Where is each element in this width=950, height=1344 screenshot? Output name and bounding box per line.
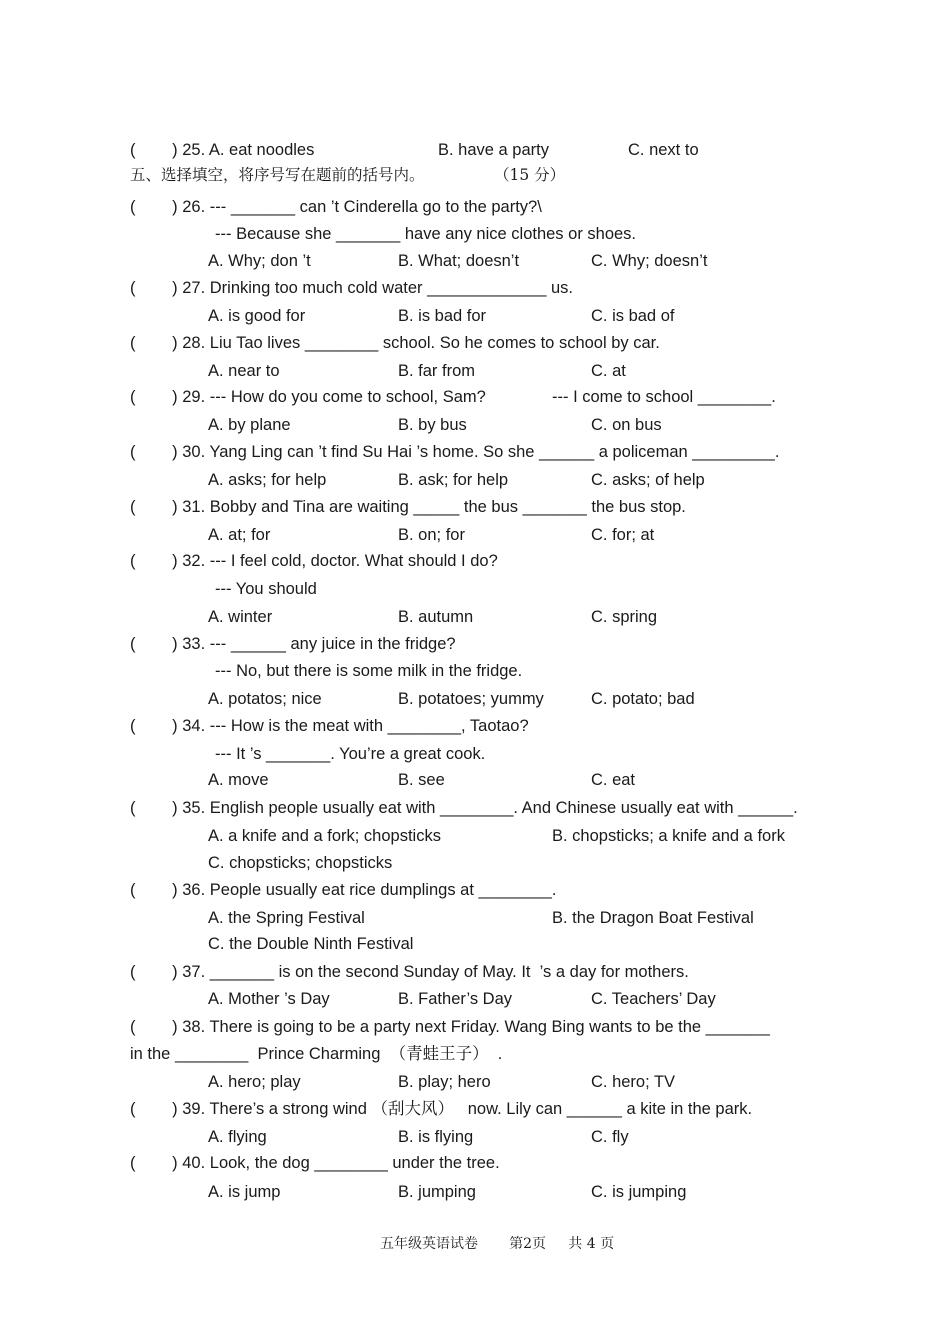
q38-option-c: C. hero; TV <box>591 1073 676 1091</box>
q40-option-b: B. jumping <box>398 1183 476 1201</box>
q26-option-a: A. Why; don ’t <box>208 252 311 270</box>
q31-stem: ( ) 31. Bobby and Tina are waiting _____ the bus _______ the bus stop. <box>130 498 686 516</box>
q29-option-a: A. by plane <box>208 416 291 434</box>
q35-stem: ( ) 35. English people usually eat with ________. And Chinese usually eat with ______. <box>130 799 798 817</box>
q39-stem: ( ) 39. There’s a strong wind （刮大风） now. Lily can ______ a kite in the park. <box>130 1100 753 1118</box>
q30-option-a: A. asks; for help <box>208 471 327 489</box>
q25-option-c: C. next to <box>628 141 699 159</box>
q33-option-c: C. potato; bad <box>591 690 695 708</box>
q27-option-a: A. is good for <box>208 307 306 325</box>
q31-option-c: C. for; at <box>591 526 655 544</box>
q32-stem-2: --- You should <box>215 580 317 598</box>
q30-option-c: C. asks; of help <box>591 471 705 489</box>
q33-option-b: B. potatoes; yummy <box>398 690 544 708</box>
q32-option-b: B. autumn <box>398 608 474 626</box>
q32-option-a: A. winter <box>208 608 273 626</box>
q29-option-c: C. on bus <box>591 416 662 434</box>
q36-option-c: C. the Double Ninth Festival <box>208 935 414 953</box>
q39-option-a: A. flying <box>208 1128 267 1146</box>
q34-stem: ( ) 34. --- How is the meat with ________, Taotao? <box>130 717 529 735</box>
q35-option-b: B. chopsticks; a knife and a fork <box>552 827 785 845</box>
q37-option-b: B. Father’s Day <box>398 990 513 1008</box>
q27-option-b: B. is bad for <box>398 307 487 325</box>
q28-option-a: A. near to <box>208 362 280 380</box>
q26-stem-2: --- Because she _______ have any nice clothes or shoes. <box>215 225 637 243</box>
q25-stem: ( ) 25. A. eat noodles <box>130 141 315 159</box>
q38-stem: ( ) 38. There is going to be a party next Friday. Wang Bing wants to be the _______ <box>130 1018 770 1036</box>
q30-stem: ( ) 30. Yang Ling can ’t find Su Hai ’s home. So she ______ a policeman _________. <box>130 443 780 461</box>
q29-option-b: B. by bus <box>398 416 467 434</box>
q36-option-a: A. the Spring Festival <box>208 909 365 927</box>
q35-option-c: C. chopsticks; chopsticks <box>208 854 393 872</box>
q26-option-c: C. Why; doesn’t <box>591 252 708 270</box>
q29-stem-right: --- I come to school ________. <box>552 388 776 406</box>
q33-stem-2: --- No, but there is some milk in the fridge. <box>215 662 523 680</box>
q39-option-c: C. fly <box>591 1128 629 1146</box>
q29-stem: ( ) 29. --- How do you come to school, Sam? <box>130 388 486 406</box>
q26-stem: ( ) 26. --- _______ can ’t Cinderella go to the party?\ <box>130 198 542 216</box>
q35-option-a: A. a knife and a fork; chopsticks <box>208 827 441 845</box>
q37-option-c: C. Teachers’ Day <box>591 990 716 1008</box>
q40-stem: ( ) 40. Look, the dog ________ under the tree. <box>130 1154 500 1172</box>
q33-option-a: A. potatos; nice <box>208 690 322 708</box>
section-header: 五、选择填空，将序号写在题前的括号内。 <box>130 166 425 184</box>
q28-stem: ( ) 28. Liu Tao lives ________ school. So he comes to school by car. <box>130 334 660 352</box>
q31-option-a: A. at; for <box>208 526 271 544</box>
q37-option-a: A. Mother ’s Day <box>208 990 330 1008</box>
q28-option-b: B. far from <box>398 362 476 380</box>
q37-stem: ( ) 37. _______ is on the second Sunday of May. It ’s a day for mothers. <box>130 963 689 981</box>
q27-stem: ( ) 27. Drinking too much cold water _____________ us. <box>130 279 574 297</box>
q32-option-c: C. spring <box>591 608 658 626</box>
q28-option-c: C. at <box>591 362 626 380</box>
q38-stem-2: in the ________ Prince Charming （青蛙王子） . <box>130 1045 503 1063</box>
q26-option-b: B. What; doesn’t <box>398 252 520 270</box>
q33-stem: ( ) 33. --- ______ any juice in the fridge? <box>130 635 456 653</box>
q31-option-b: B. on; for <box>398 526 465 544</box>
q34-stem-2: --- It ’s _______. You’re a great cook. <box>215 745 486 763</box>
q36-option-b: B. the Dragon Boat Festival <box>552 909 754 927</box>
q38-option-b: B. play; hero <box>398 1073 491 1091</box>
q34-option-b: B. see <box>398 771 445 789</box>
q39-option-b: B. is flying <box>398 1128 474 1146</box>
q38-option-a: A. hero; play <box>208 1073 301 1091</box>
q30-option-b: B. ask; for help <box>398 471 509 489</box>
q34-option-c: C. eat <box>591 771 636 789</box>
q32-stem: ( ) 32. --- I feel cold, doctor. What should I do? <box>130 552 498 570</box>
q40-option-c: C. is jumping <box>591 1183 687 1201</box>
q34-option-a: A. move <box>208 771 269 789</box>
q36-stem: ( ) 36. People usually eat rice dumplings at ________. <box>130 881 557 899</box>
section-points: （15 分） <box>494 166 566 184</box>
q27-option-c: C. is bad of <box>591 307 675 325</box>
page-footer: 五年级英语试卷 第2页 共 4 页 <box>380 1236 615 1252</box>
q40-option-a: A. is jump <box>208 1183 281 1201</box>
q25-option-b: B. have a party <box>438 141 549 159</box>
